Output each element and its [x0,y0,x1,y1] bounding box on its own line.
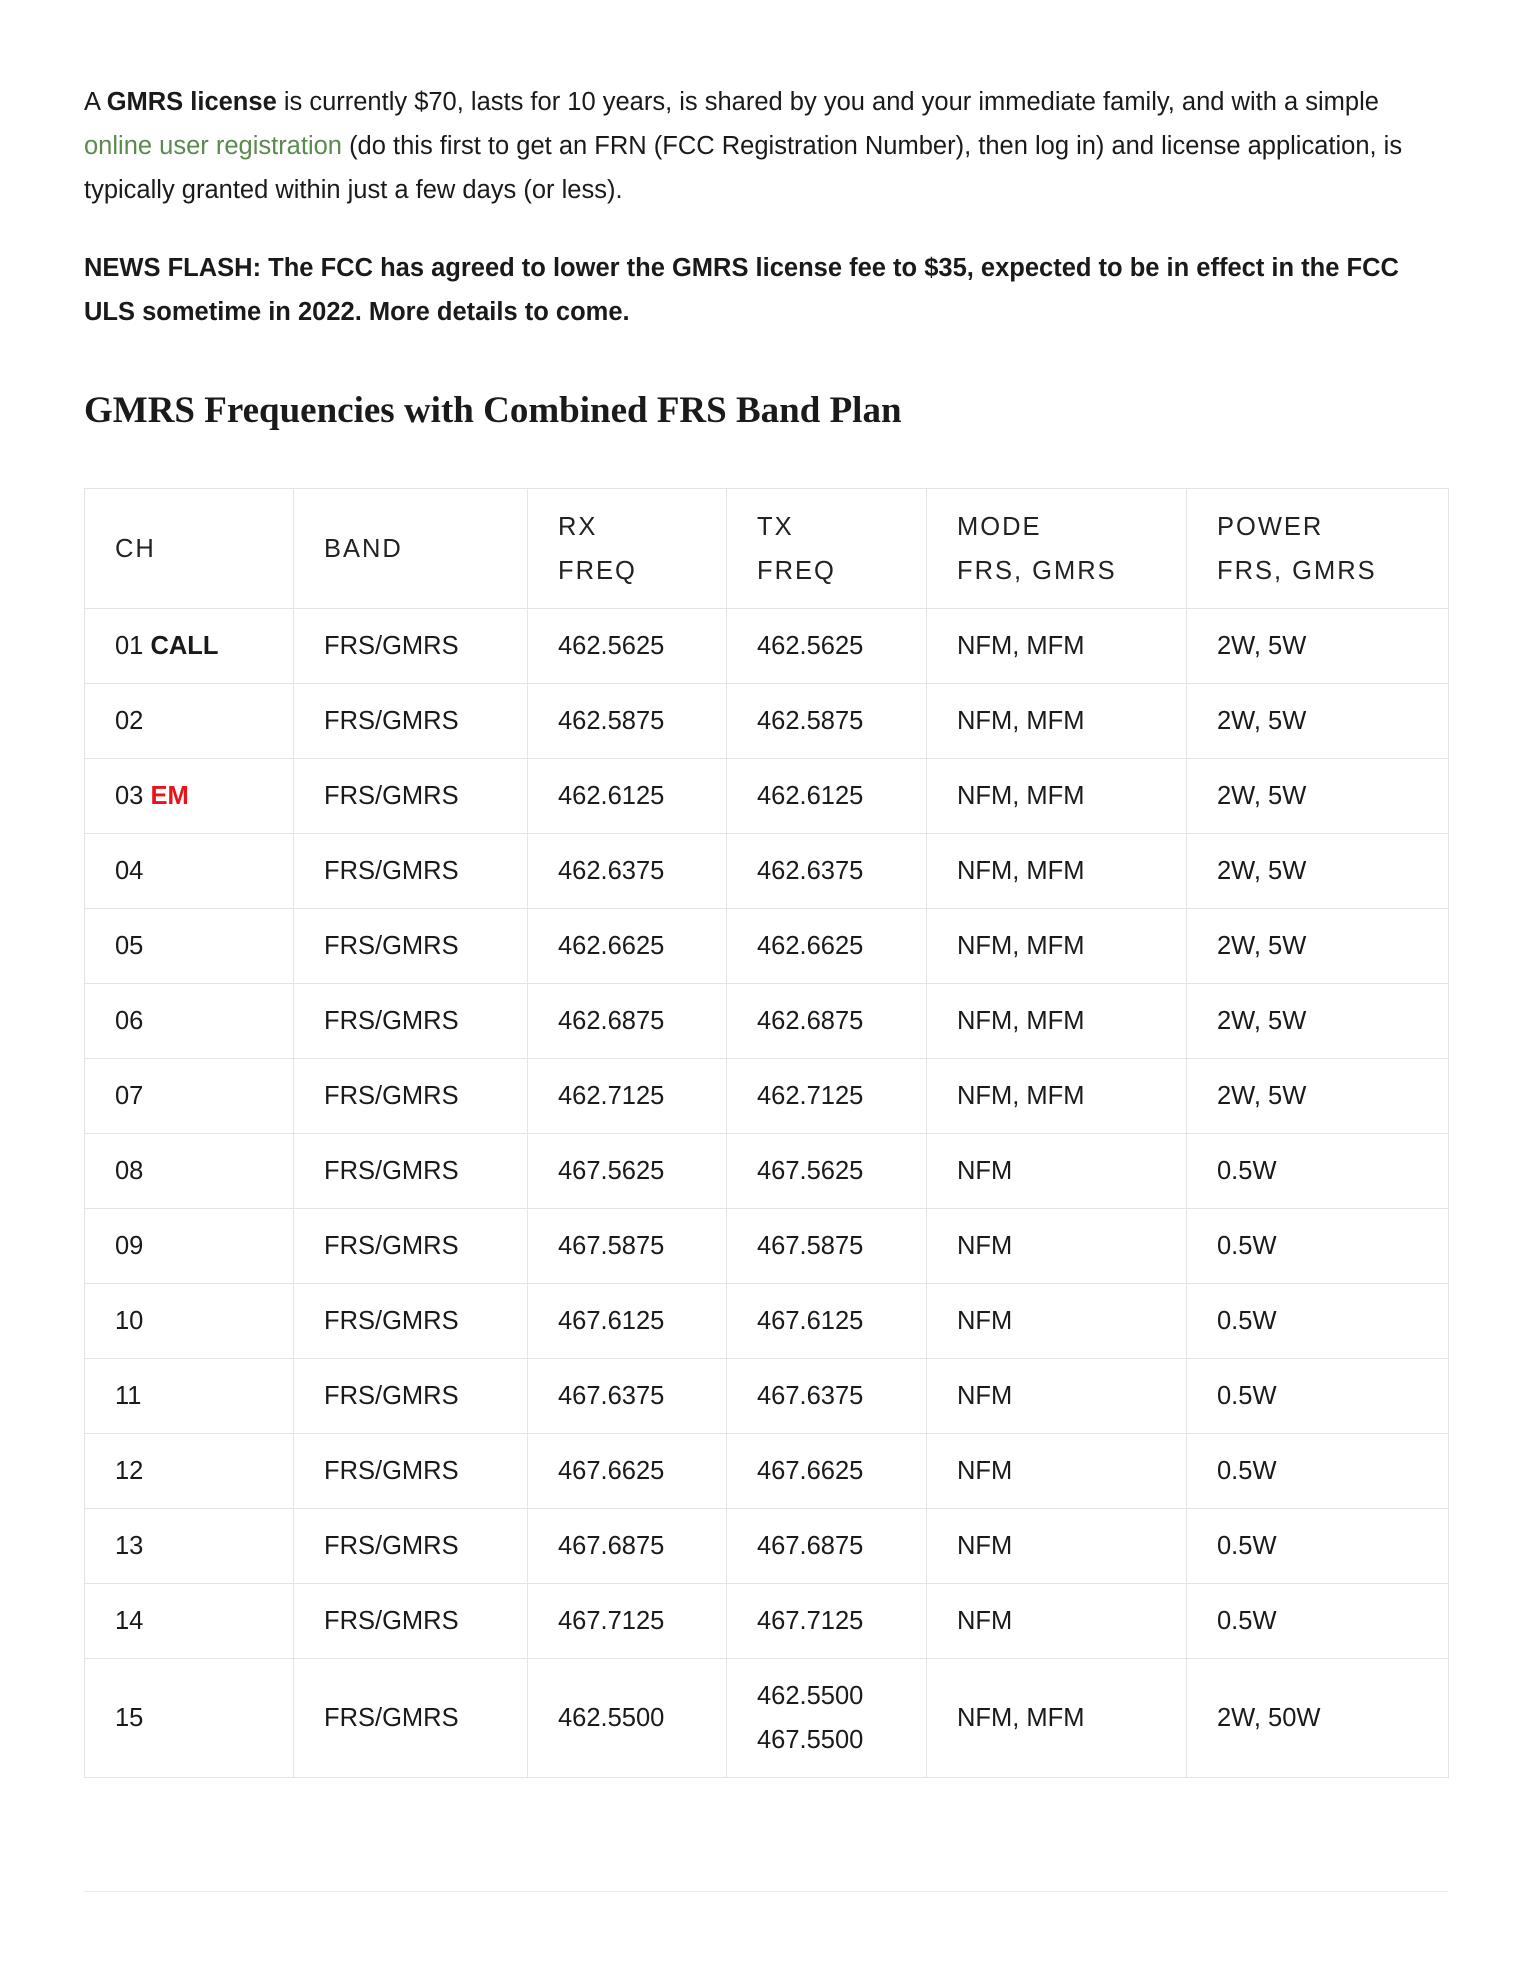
cell-band: FRS/GMRS [294,984,528,1059]
cell-ch [85,1134,294,1209]
cell-rx-freq: 467.5625 [528,1134,727,1209]
tx-freq-value: 467.7125 [757,1607,864,1635]
table-row [85,1584,1449,1659]
table-row [85,1659,1449,1778]
cell-rx-freq: 462.7125 [528,1059,727,1134]
cell-mode: NFM [927,1584,1187,1659]
cell-rx-freq: 462.5625 [528,609,727,684]
column-header-line1: MODE [957,512,1042,541]
news-flash: NEWS FLASH: The FCC has agreed to lower the GMRS license fee to $35, expected to be in effect in the FCC ULS sometime in 2022. More details to come. [84,254,1399,326]
table-row [85,834,1449,909]
frequency-table [84,488,1449,1778]
cell-mode: NFM, MFM [927,684,1187,759]
tx-freq-value: 467.5625 [757,1157,864,1185]
cell-mode: NFM [927,1434,1187,1509]
cell-power: 0.5W [1187,1509,1449,1584]
table-row [85,759,1449,834]
cell-power: 2W, 5W [1187,609,1449,684]
cell-tx-freq [727,1134,927,1209]
cell-power: 2W, 50W [1187,1659,1449,1778]
cell-tx-freq [727,609,927,684]
cell-power: 2W, 5W [1187,834,1449,909]
cell-band: FRS/GMRS [294,1509,528,1584]
channel-number: 02 [115,707,144,735]
cell-rx-freq: 462.6375 [528,834,727,909]
cell-mode: NFM [927,1509,1187,1584]
cell-power: 0.5W [1187,1434,1449,1509]
cell-tx-freq [727,1584,927,1659]
intro-paragraph [84,80,1448,212]
cell-mode: NFM [927,1284,1187,1359]
cell-band: FRS/GMRS [294,759,528,834]
tx-freq-value: 462.5875 [757,707,864,735]
cell-mode: NFM [927,1134,1187,1209]
cell-rx-freq: 462.6125 [528,759,727,834]
channel-number: 05 [115,932,144,960]
tx-freq-value: 467.6625 [757,1457,864,1485]
cell-band: FRS/GMRS [294,1134,528,1209]
cell-power: 2W, 5W [1187,759,1449,834]
tx-freq-value: 462.6375 [757,857,864,885]
cell-ch [85,984,294,1059]
tx-freq-value-2: 467.5500 [757,1726,864,1754]
cell-tx-freq [727,1284,927,1359]
cell-band: FRS/GMRS [294,609,528,684]
cell-rx-freq: 467.5875 [528,1209,727,1284]
cell-ch [85,1209,294,1284]
cell-rx-freq: 462.5500 [528,1659,727,1778]
cell-rx-freq: 467.6625 [528,1434,727,1509]
cell-rx-freq: 467.6375 [528,1359,727,1434]
cell-band: FRS/GMRS [294,834,528,909]
column-header-line2: FREQ [757,556,836,585]
column-header-line1: TX [757,512,794,541]
tx-freq-value: 462.5500 [757,1682,864,1710]
column-header-rx-freq [528,489,727,609]
table-row [85,1359,1449,1434]
channel-number: 04 [115,857,144,885]
channel-number: 07 [115,1082,144,1110]
table-row [85,1434,1449,1509]
cell-tx-freq [727,909,927,984]
cell-tx-freq [727,984,927,1059]
column-header-line2: FRS, GMRS [957,556,1117,585]
cell-band: FRS/GMRS [294,1659,528,1778]
cell-band: FRS/GMRS [294,909,528,984]
table-row [85,984,1449,1059]
tx-freq-value: 462.5625 [757,632,864,660]
channel-number: 01 [115,632,144,660]
cell-tx-freq [727,1659,927,1778]
column-header-tx-freq [727,489,927,609]
cell-power: 2W, 5W [1187,909,1449,984]
cell-power: 2W, 5W [1187,684,1449,759]
intro-prefix: A [84,88,107,116]
cell-mode: NFM, MFM [927,1659,1187,1778]
cell-tx-freq [727,684,927,759]
channel-number: 12 [115,1457,144,1485]
cell-band: FRS/GMRS [294,684,528,759]
online-user-registration-link[interactable]: online user registration [84,132,342,160]
column-header-line1: RX [558,512,598,541]
cell-mode: NFM, MFM [927,609,1187,684]
cell-rx-freq: 462.6625 [528,909,727,984]
channel-number: 03 [115,782,144,810]
cell-mode: NFM, MFM [927,759,1187,834]
cell-ch [85,684,294,759]
cell-band: FRS/GMRS [294,1584,528,1659]
channel-number: 13 [115,1532,144,1560]
cell-ch [85,1059,294,1134]
cell-band: FRS/GMRS [294,1434,528,1509]
cell-tx-freq [727,1059,927,1134]
cell-tx-freq [727,1509,927,1584]
cell-mode: NFM [927,1359,1187,1434]
cell-mode: NFM, MFM [927,984,1187,1059]
cell-tx-freq [727,1434,927,1509]
table-row [85,609,1449,684]
table-row [85,1059,1449,1134]
table-row [85,909,1449,984]
table-row [85,684,1449,759]
cell-band: FRS/GMRS [294,1209,528,1284]
table-row [85,1209,1449,1284]
call-tag: CALL [150,632,219,660]
tx-freq-value: 462.6625 [757,932,864,960]
channel-number: 10 [115,1307,144,1335]
column-header-ch [85,489,294,609]
section-title: GMRS Frequencies with Combined FRS Band Plan [84,390,902,431]
cell-power: 2W, 5W [1187,984,1449,1059]
channel-number: 11 [115,1382,142,1410]
divider [84,1891,1448,1892]
tx-freq-value: 467.6875 [757,1532,864,1560]
cell-rx-freq: 467.6875 [528,1509,727,1584]
cell-ch [85,1509,294,1584]
cell-tx-freq [727,759,927,834]
cell-band: FRS/GMRS [294,1059,528,1134]
channel-number: 08 [115,1157,144,1185]
cell-mode: NFM [927,1209,1187,1284]
cell-rx-freq: 462.5875 [528,684,727,759]
channel-number: 09 [115,1232,144,1260]
cell-tx-freq [727,1209,927,1284]
tx-freq-value: 462.7125 [757,1082,864,1110]
cell-band: FRS/GMRS [294,1284,528,1359]
article-content [84,80,1448,1778]
table-body [85,609,1449,1778]
cell-ch [85,1284,294,1359]
cell-ch [85,1359,294,1434]
tx-freq-value: 462.6875 [757,1007,864,1035]
cell-ch [85,909,294,984]
cell-mode: NFM, MFM [927,1059,1187,1134]
column-header-power [1187,489,1449,609]
table-header-row [85,489,1449,609]
cell-rx-freq: 462.6875 [528,984,727,1059]
cell-band: FRS/GMRS [294,1359,528,1434]
cell-mode: NFM, MFM [927,909,1187,984]
channel-number: 06 [115,1007,144,1035]
cell-ch [85,1434,294,1509]
tx-freq-value: 467.6375 [757,1382,864,1410]
cell-ch [85,609,294,684]
emergency-tag: EM [150,782,189,810]
column-header-line1: BAND [324,534,403,563]
intro-text-2: (do this first to get an FRN (FCC Registration Number), then log in) and license application, is typically granted within just a few days (or less). [84,132,1403,204]
tx-freq-value: 462.6125 [757,782,864,810]
table-row [85,1509,1449,1584]
cell-ch [85,1584,294,1659]
gmrs-license-term: GMRS license [106,88,277,116]
cell-ch [85,1659,294,1778]
column-header-line2: FRS, GMRS [1217,556,1377,585]
cell-mode: NFM, MFM [927,834,1187,909]
cell-power: 0.5W [1187,1284,1449,1359]
tx-freq-value: 467.5875 [757,1232,864,1260]
cell-rx-freq: 467.7125 [528,1584,727,1659]
table-row [85,1134,1449,1209]
channel-number: 15 [115,1704,144,1732]
cell-ch [85,834,294,909]
column-header-line1: CH [115,534,156,563]
cell-tx-freq [727,1359,927,1434]
cell-power: 0.5W [1187,1584,1449,1659]
table-row [85,1284,1449,1359]
intro-text-1: is currently $70, lasts for 10 years, is shared by you and your immediate family, and with a simple [276,88,1379,116]
cell-power: 0.5W [1187,1209,1449,1284]
cell-power: 0.5W [1187,1134,1449,1209]
column-header-line1: POWER [1217,512,1324,541]
cell-ch [85,759,294,834]
cell-power: 0.5W [1187,1359,1449,1434]
cell-rx-freq: 467.6125 [528,1284,727,1359]
column-header-band [294,489,528,609]
channel-number: 14 [115,1607,144,1635]
column-header-line2: FREQ [558,556,637,585]
cell-tx-freq [727,834,927,909]
cell-power: 2W, 5W [1187,1059,1449,1134]
column-header-mode [927,489,1187,609]
tx-freq-value: 467.6125 [757,1307,864,1335]
